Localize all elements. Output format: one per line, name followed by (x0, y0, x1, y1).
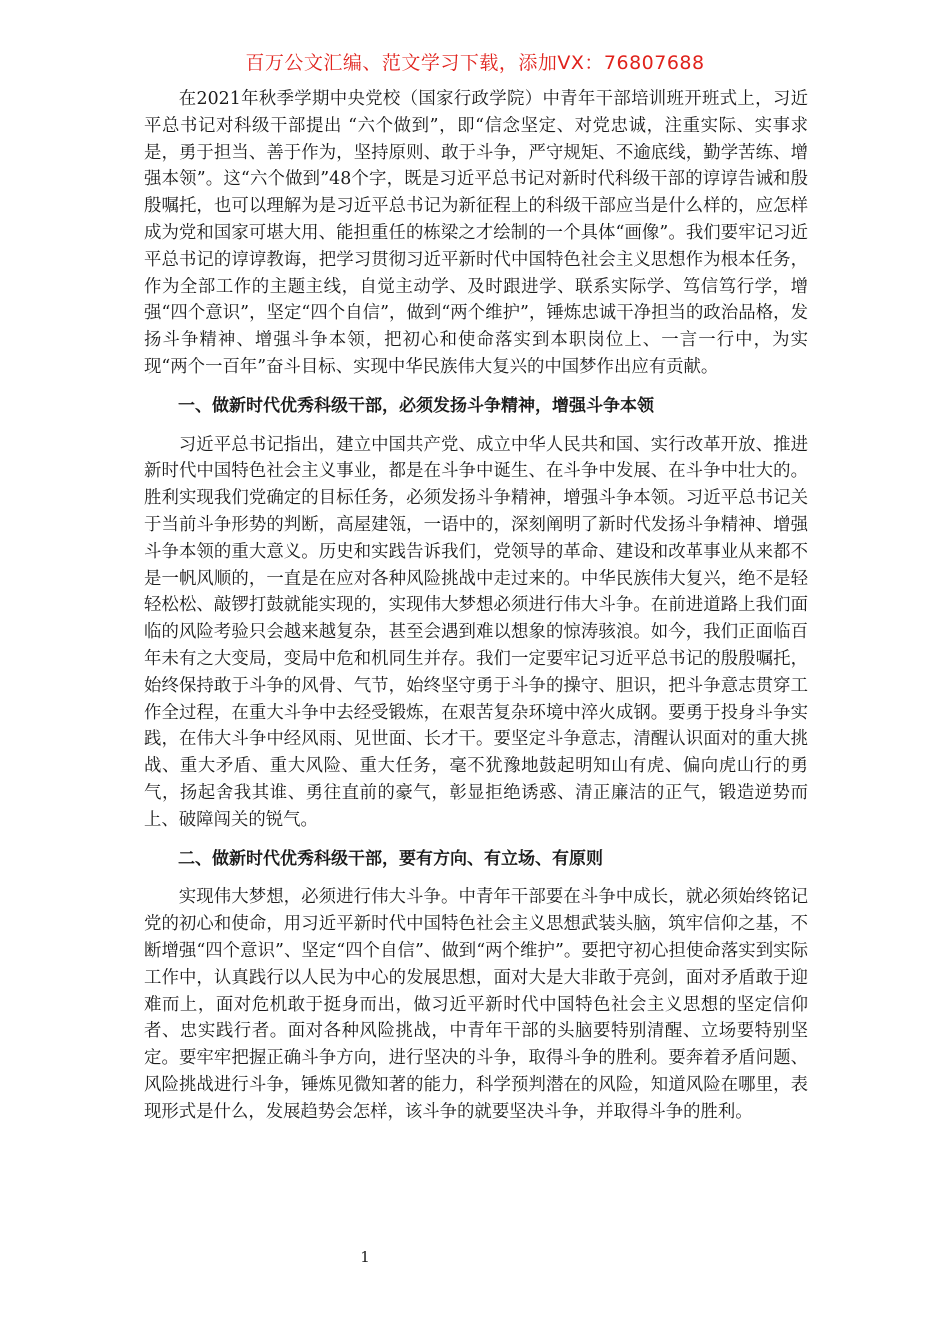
section-2-paragraph: 实现伟大梦想，必须进行伟大斗争。中青年干部要在斗争中成长，就必须始终铭记党的初心和使命，用习近平新时代中国特色社会主义思想武装头脑，筑牢信仰之基，不断增强“四个意识”、坚定“四个自信”、做到“两个维护”。要把守初心担使命落实到实际工作中，认真践行以人民为中心的发展思想，面对大是大非敢于亮剑，面对矛盾敢于迎难而上，面对危机敢于挺身而出，做习近平新时代中国特色社会主义思想的坚定信仰者、忠实践行者。面对各种风险挑战，中青年干部的头脑要特别清醒、立场要特别坚定。要牢牢把握正确斗争方向，进行坚决的斗争，取得斗争的胜利。要奔着矛盾问题、风险挑战进行斗争，锤炼见微知著的能力，科学预判潜在的风险，知道风险在哪里，表现形式是什么，发展趋势会怎样，该斗争的就要坚决斗争，并取得斗争的胜利。 (144, 887, 808, 1122)
promo-banner: 百万公文汇编、范文学习下载，添加VX：76807688 (245, 52, 705, 74)
section-1-paragraph: 习近平总书记指出，建立中国共产党、成立中华人民共和国、实行改革开放、推进新时代中国特色社会主义事业，都是在斗争中诞生、在斗争中发展、在斗争中壮大的。胜利实现我们党确定的目标任务，必须发扬斗争精神，增强斗争本领。习近平总书记关于当前斗争形势的判断，高屋建瓴，一语中的，深刻阐明了新时代发扬斗争精神、增强斗争本领的重大意义。历史和实践告诉我们，党领导的革命、建设和改革事业从来都不是一帆风顺的，一直是在应对各种风险挑战中走过来的。中华民族伟大复兴，绝不是轻轻松松、敲锣打鼓就能实现的，实现伟大梦想必须进行伟大斗争。在前进道路上我们面临的风险考验只会越来越复杂，甚至会遇到难以想象的惊涛骇浪。如今，我们正面临百年未有之大变局，变局中危和机同生并存。我们一定要牢记习近平总书记的殷殷嘱托，始终保持敢于斗争的风骨、气节，始终坚守勇于斗争的操守、胆识，把斗争意志贯穿工作全过程，在重大斗争中去经受锻炼，在艰苦复杂环境中淬火成钢。要勇于投身斗争实践，在伟大斗争中经风雨、见世面、长才干。要坚定斗争意志，清醒认识面对的重大挑战、重大矛盾、重大风险、重大任务，毫不犹豫地鼓起明知山有虎、偏向虎山行的勇气，扬起舍我其谁、勇往直前的豪气，彰显拒绝诱惑、清正廉洁的正气，锻造逆势而上、破障闯关的锐气。 (144, 434, 808, 830)
page-number: 1 (360, 1248, 370, 1266)
section-1-heading: 一、做新时代优秀科级干部，必须发扬斗争精神，增强斗争本领 (178, 395, 654, 416)
document-body (144, 86, 808, 1125)
section-2-heading: 二、做新时代优秀科级干部，要有方向、有立场、有原则 (178, 848, 603, 869)
intro-paragraph: 在2021年秋季学期中央党校（国家行政学院）中青年干部培训班开班式上，习近平总书记对科级干部提出 “六个做到”，即“信念坚定、对党忠诚，注重实际、实事求是，勇于担当、善于作为，坚持原则、敢于斗争，严守规矩、不逾底线，勤学苦练、增强本领”。这“六个做到”48个字，既是习近平总书记对新时代科级干部的谆谆告诫和殷殷嘱托，也可以理解为是习近平总书记为新征程上的科级干部应当是什么样的，应怎样成为党和国家可堪大用、能担重任的栋梁之才绘制的一个具体“画像”。我们要牢记习近平总书记的谆谆教诲，把学习贯彻习近平新时代中国特色社会主义思想作为根本任务，作为全部工作的主题主线，自觉主动学、及时跟进学、联系实际学、笃信笃行学，增强“四个意识”，坚定“四个自信”，做到“两个维护”，锤炼忠诚干净担当的政治品格，发扬斗争精神、增强斗争本领，把初心和使命落实到本职岗位上、一言一行中，为实现“两个一百年”奋斗目标、实现中华民族伟大复兴的中国梦作出应有贡献。 (144, 89, 808, 377)
